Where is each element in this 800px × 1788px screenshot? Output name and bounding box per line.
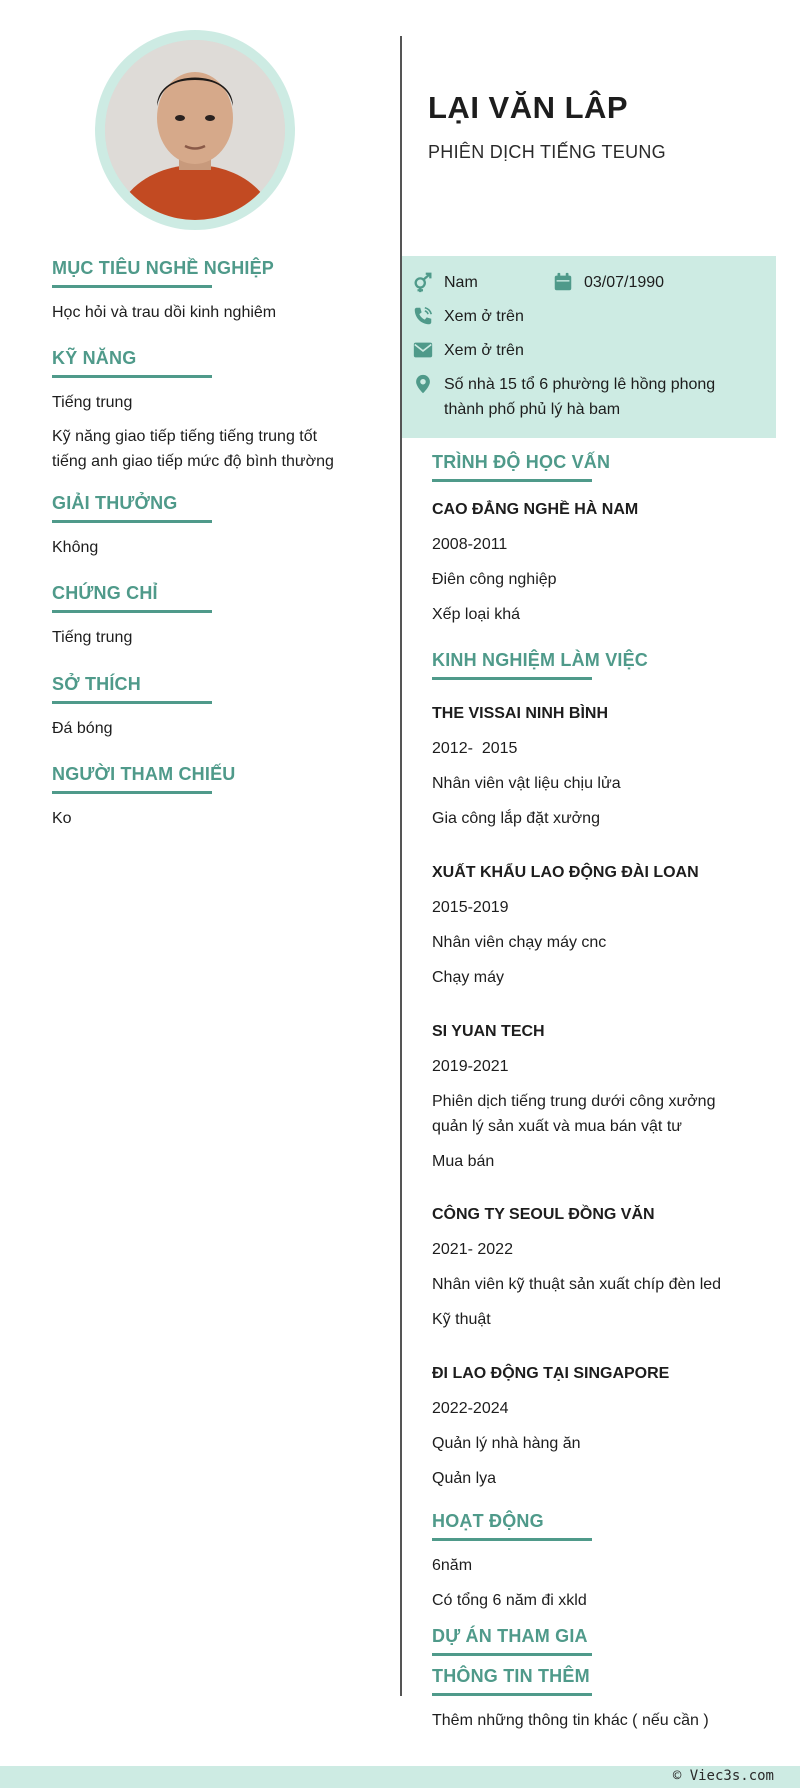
job-years: 2012- 2015 bbox=[432, 740, 518, 757]
objective-title: MỤC TIÊU NGHỀ NGHIỆP bbox=[52, 258, 275, 278]
birthdate-row bbox=[552, 270, 664, 295]
section-rule bbox=[52, 791, 212, 794]
projects-title: DỰ ÁN THAM GIA bbox=[432, 1626, 588, 1646]
skill-item bbox=[52, 424, 352, 474]
avatar-ring bbox=[95, 30, 295, 230]
education-section bbox=[432, 452, 772, 627]
certificates-text: Tiếng trung bbox=[52, 629, 133, 646]
location-icon bbox=[412, 373, 434, 395]
references-section bbox=[52, 764, 352, 831]
phone-value: Xem ở trên bbox=[444, 308, 524, 325]
experience-entry bbox=[432, 1206, 772, 1332]
gender-value: Nam bbox=[444, 274, 478, 291]
skill-item-line: Kỹ năng giao tiếp tiếng tiếng trung tốt bbox=[52, 428, 318, 445]
job-desc: Gia công lắp đặt xưởng bbox=[432, 810, 600, 827]
footer-bar bbox=[0, 1766, 800, 1788]
email-row bbox=[412, 338, 524, 363]
address-row bbox=[412, 372, 715, 422]
activities-title: HOẠT ĐỘNG bbox=[432, 1511, 544, 1531]
job-years: 2019-2021 bbox=[432, 1058, 509, 1075]
job-years: 2022-2024 bbox=[432, 1400, 509, 1417]
projects-section bbox=[432, 1626, 772, 1656]
experience-entry bbox=[432, 864, 772, 990]
section-rule bbox=[52, 610, 212, 613]
awards-section bbox=[52, 493, 352, 560]
section-rule bbox=[432, 479, 592, 482]
phone-icon bbox=[412, 305, 434, 327]
education-years: 2008-2011 bbox=[432, 536, 508, 553]
job-role bbox=[432, 1089, 772, 1139]
experience-title: KINH NGHIỆM LÀM VIỆC bbox=[432, 650, 649, 670]
experience-entry bbox=[432, 705, 772, 831]
section-rule bbox=[52, 701, 212, 704]
gender-icon bbox=[412, 271, 434, 293]
school-name: CAO ĐẲNG NGHỀ HÀ NAM bbox=[432, 501, 639, 518]
section-rule bbox=[432, 677, 592, 680]
section-rule bbox=[52, 285, 212, 288]
company-name: CÔNG TY SEOUL ĐỒNG VĂN bbox=[432, 1206, 655, 1223]
calendar-icon bbox=[552, 271, 574, 293]
job-role: Nhân viên vật liệu chịu lửa bbox=[432, 775, 621, 792]
job-desc: Mua bán bbox=[432, 1153, 495, 1170]
awards-text: Không bbox=[52, 539, 99, 556]
activities-text: 6năm bbox=[432, 1557, 473, 1574]
skills-section bbox=[52, 348, 352, 474]
hobbies-section bbox=[52, 674, 352, 741]
phone-row bbox=[412, 304, 524, 329]
awards-title: GIẢI THƯỞNG bbox=[52, 493, 178, 513]
experience-entry bbox=[432, 1023, 772, 1174]
gender-row bbox=[412, 270, 478, 295]
section-rule bbox=[432, 1653, 592, 1656]
activities-text: Có tổng 6 năm đi xkld bbox=[432, 1592, 587, 1609]
job-title: PHIÊN DỊCH TIẾNG TEUNG bbox=[428, 142, 666, 162]
activities-section bbox=[432, 1511, 772, 1613]
birthdate-value: 03/07/1990 bbox=[584, 274, 665, 291]
references-text: Ko bbox=[52, 810, 72, 827]
avatar-photo bbox=[105, 40, 285, 220]
footer-credit[interactable]: © Viec3s.com bbox=[672, 1768, 774, 1784]
job-role: Nhân viên kỹ thuật sản xuất chíp đèn led bbox=[432, 1276, 722, 1293]
experience-entry bbox=[432, 1365, 772, 1491]
company-name: ĐI LAO ĐỘNG TẠI SINGAPORE bbox=[432, 1365, 670, 1382]
hobbies-title: SỞ THÍCH bbox=[52, 674, 141, 694]
additional-title: THÔNG TIN THÊM bbox=[432, 1666, 590, 1686]
email-value: Xem ở trên bbox=[444, 342, 524, 359]
objective-section bbox=[52, 258, 352, 325]
additional-section bbox=[432, 1666, 772, 1733]
section-rule bbox=[432, 1538, 592, 1541]
avatar bbox=[105, 40, 285, 220]
section-rule bbox=[432, 1693, 592, 1696]
job-role-line: Phiên dịch tiếng trung dưới công xưởng bbox=[432, 1093, 716, 1110]
section-rule bbox=[52, 375, 212, 378]
skill-item-line: tiếng anh giao tiếp mức độ bình thường bbox=[52, 453, 334, 470]
job-role-line: quản lý sản xuất và mua bán vật tư bbox=[432, 1118, 682, 1135]
education-major: Điên công nghiệp bbox=[432, 571, 557, 588]
address-line: Số nhà 15 tổ 6 phường lê hồng phong bbox=[444, 376, 716, 393]
job-desc: Quản lya bbox=[432, 1470, 497, 1487]
experience-section bbox=[432, 650, 772, 680]
objective-text: Học hỏi và trau dồi kinh nghiêm bbox=[52, 304, 277, 321]
email-icon bbox=[412, 339, 434, 361]
job-years: 2021- 2022 bbox=[432, 1241, 513, 1258]
section-rule bbox=[52, 520, 212, 523]
company-name: XUẤT KHẨU LAO ĐỘNG ĐÀI LOAN bbox=[432, 864, 699, 881]
company-name: SI YUAN TECH bbox=[432, 1023, 545, 1040]
skills-title: KỸ NĂNG bbox=[52, 348, 137, 368]
contact-panel bbox=[402, 256, 776, 438]
job-desc: Kỹ thuật bbox=[432, 1311, 491, 1328]
address-line: thành phố phủ lý hà bam bbox=[444, 401, 621, 418]
job-role: Quản lý nhà hàng ăn bbox=[432, 1435, 581, 1452]
certificates-title: CHỨNG CHỈ bbox=[52, 583, 158, 603]
company-name: THE VISSAI NINH BÌNH bbox=[432, 705, 609, 722]
skill-item: Tiếng trung bbox=[52, 394, 133, 411]
hobbies-text: Đá bóng bbox=[52, 720, 113, 737]
job-role: Nhân viên chạy máy cnc bbox=[432, 934, 607, 951]
education-title: TRÌNH ĐỘ HỌC VẤN bbox=[432, 452, 611, 472]
candidate-name: LẠI VĂN LÂP bbox=[428, 90, 629, 125]
job-desc: Chạy máy bbox=[432, 969, 505, 986]
job-years: 2015-2019 bbox=[432, 899, 509, 916]
certificates-section bbox=[52, 583, 352, 650]
additional-text: Thêm những thông tin khác ( nếu cần ) bbox=[432, 1712, 709, 1729]
education-grade: Xếp loại khá bbox=[432, 606, 521, 623]
references-title: NGƯỜI THAM CHIẾU bbox=[52, 764, 236, 784]
